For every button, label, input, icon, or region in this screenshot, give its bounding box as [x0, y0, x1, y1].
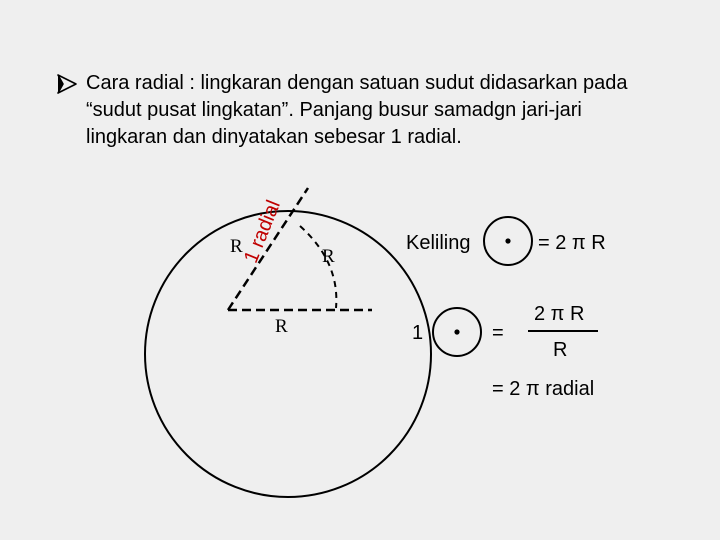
label-r-left: R: [230, 236, 243, 257]
one-label: 1: [412, 322, 424, 344]
result-2pi-radial: = 2 π radial: [492, 378, 595, 400]
keliling-label: Keliling: [406, 232, 471, 254]
bullet-line-2: “sudut pusat lingkatan”. Panjang busur samadgn jari-jari: [86, 99, 582, 121]
fraction-denominator: R: [553, 339, 568, 361]
fraction-bar: [528, 330, 598, 332]
bullet-line-1: Cara radial : lingkaran dengan satuan sudut didasarkan pada: [86, 72, 628, 94]
label-r-right: R: [322, 246, 335, 267]
fraction-numerator: 2 π R: [534, 303, 585, 325]
label-r-bottom: R: [275, 316, 288, 337]
keliling-equals-2piR: = 2 π R: [538, 232, 606, 254]
small-circle-center-dot: [505, 238, 510, 243]
bullet-line-3: lingkaran dan dinyatakan sebesar 1 radial.: [86, 126, 462, 148]
big-circle: [145, 211, 431, 497]
arc-label-1-radial: 1 radial: [240, 197, 285, 267]
equals-sign: =: [492, 322, 504, 344]
small-circle-one-dot: [454, 329, 459, 334]
